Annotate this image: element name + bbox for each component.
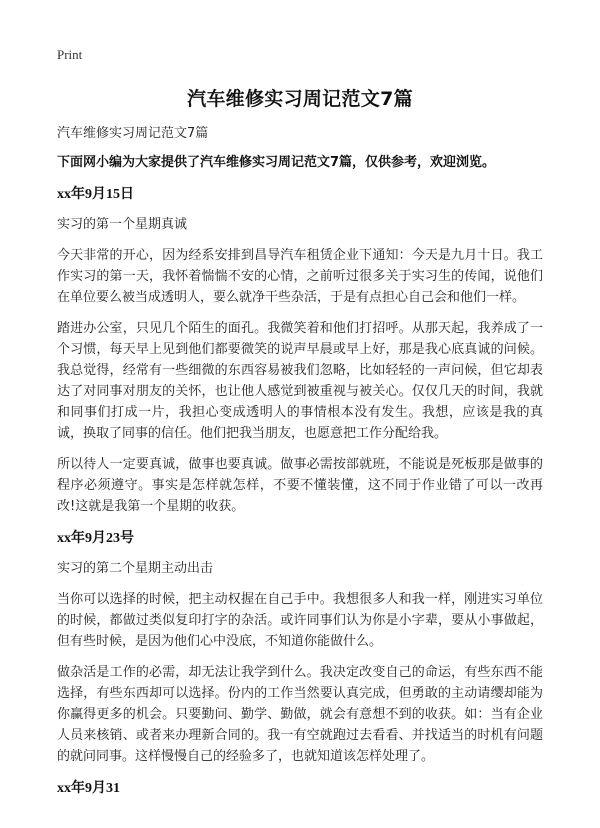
entry-1 xyxy=(57,185,543,517)
entry-paragraph: 当你可以选择的时候，把主动权握在自己手中。我想很多人和我一样，刚进实习单位的时候，都做过类似复印打字的杂活。或许同事们认为你是小字辈，要从小事做起，但有些时候，是因为他们心中没底，不知道你能做什么。 xyxy=(57,592,543,649)
entry-date: xx年9月31 xyxy=(57,781,120,796)
entry-2 xyxy=(57,529,543,767)
subtitle: 汽车维修实习周记范文7篇 xyxy=(57,126,209,141)
entry-paragraph: 踏进办公室，只见几个陌生的面孔。我微笑着和他们打招呼。从那天起，我养成了一个习惯，每天早上见到他们都要微笑的说声早晨或早上好，那是我心底真诚的问候。我总觉得，经常有一些细微的东西容易被我们忽略，比如轻轻的一声问候，但它却表达了对同事对朋友的关怀，也让他人感觉到被重视与被关心。仅仅几天的时间，我就和同事们打成一片，我担心变成透明人的事情根本没有发生。我想，应该是我的真诚，换取了同事的信任。他们把我当朋友，也愿意把工作分配给我。 xyxy=(57,321,543,441)
intro-text: 下面网小编为大家提供了汽车维修实习周记范文7篇，仅供参考，欢迎浏览。 xyxy=(57,155,496,170)
entry-paragraph: 做杂活是工作的必需，却无法让我学到什么。我决定改变自己的命运，有些东西不能选择，有些东西却可以选择。份内的工作当然要认真完成，但勇敢的主动请缨却能为你赢得更多的机会。只要勤问、勤学、勤做，就会有意想不到的收获。如：当有企业人员来核销、或者来办理新合同的。我一有空就跑过去看看、并找适当的时机有问题的就问同事。这样慢慢自己的经验多了，也就知道该怎样处理了。 xyxy=(57,665,543,764)
entry-heading: 实习的第一个星期真诚 xyxy=(57,217,188,232)
entry-heading: 实习的第二个星期主动出击 xyxy=(57,561,214,576)
print-link[interactable]: Print xyxy=(57,47,83,62)
page-title: 汽车维修实习周记范文7篇 xyxy=(187,88,413,110)
entry-date: xx年9月15日 xyxy=(57,187,134,202)
entry-paragraph: 今天非常的开心，因为经系安排到昌导汽车租赁企业下通知：今天是九月十日。我工作实习的第一天，我怀着惴惴不安的心情，之前听过很多关于实习生的传闻，说他们在单位要么被当成透明人，要么就净干些杂活，于是有点担心自己会和他们一样。 xyxy=(57,248,543,305)
entry-paragraph: 所以待人一定要真诚，做事也要真诚。做事必需按部就班，不能说是死板那是做事的程序必须遵守。事实是怎样就怎样，不要不懂装懂，这不同于作业错了可以一改再改!这就是我第一个星期的收获。 xyxy=(57,457,543,514)
entry-3 xyxy=(57,779,543,799)
entry-date: xx年9月23号 xyxy=(57,531,134,546)
